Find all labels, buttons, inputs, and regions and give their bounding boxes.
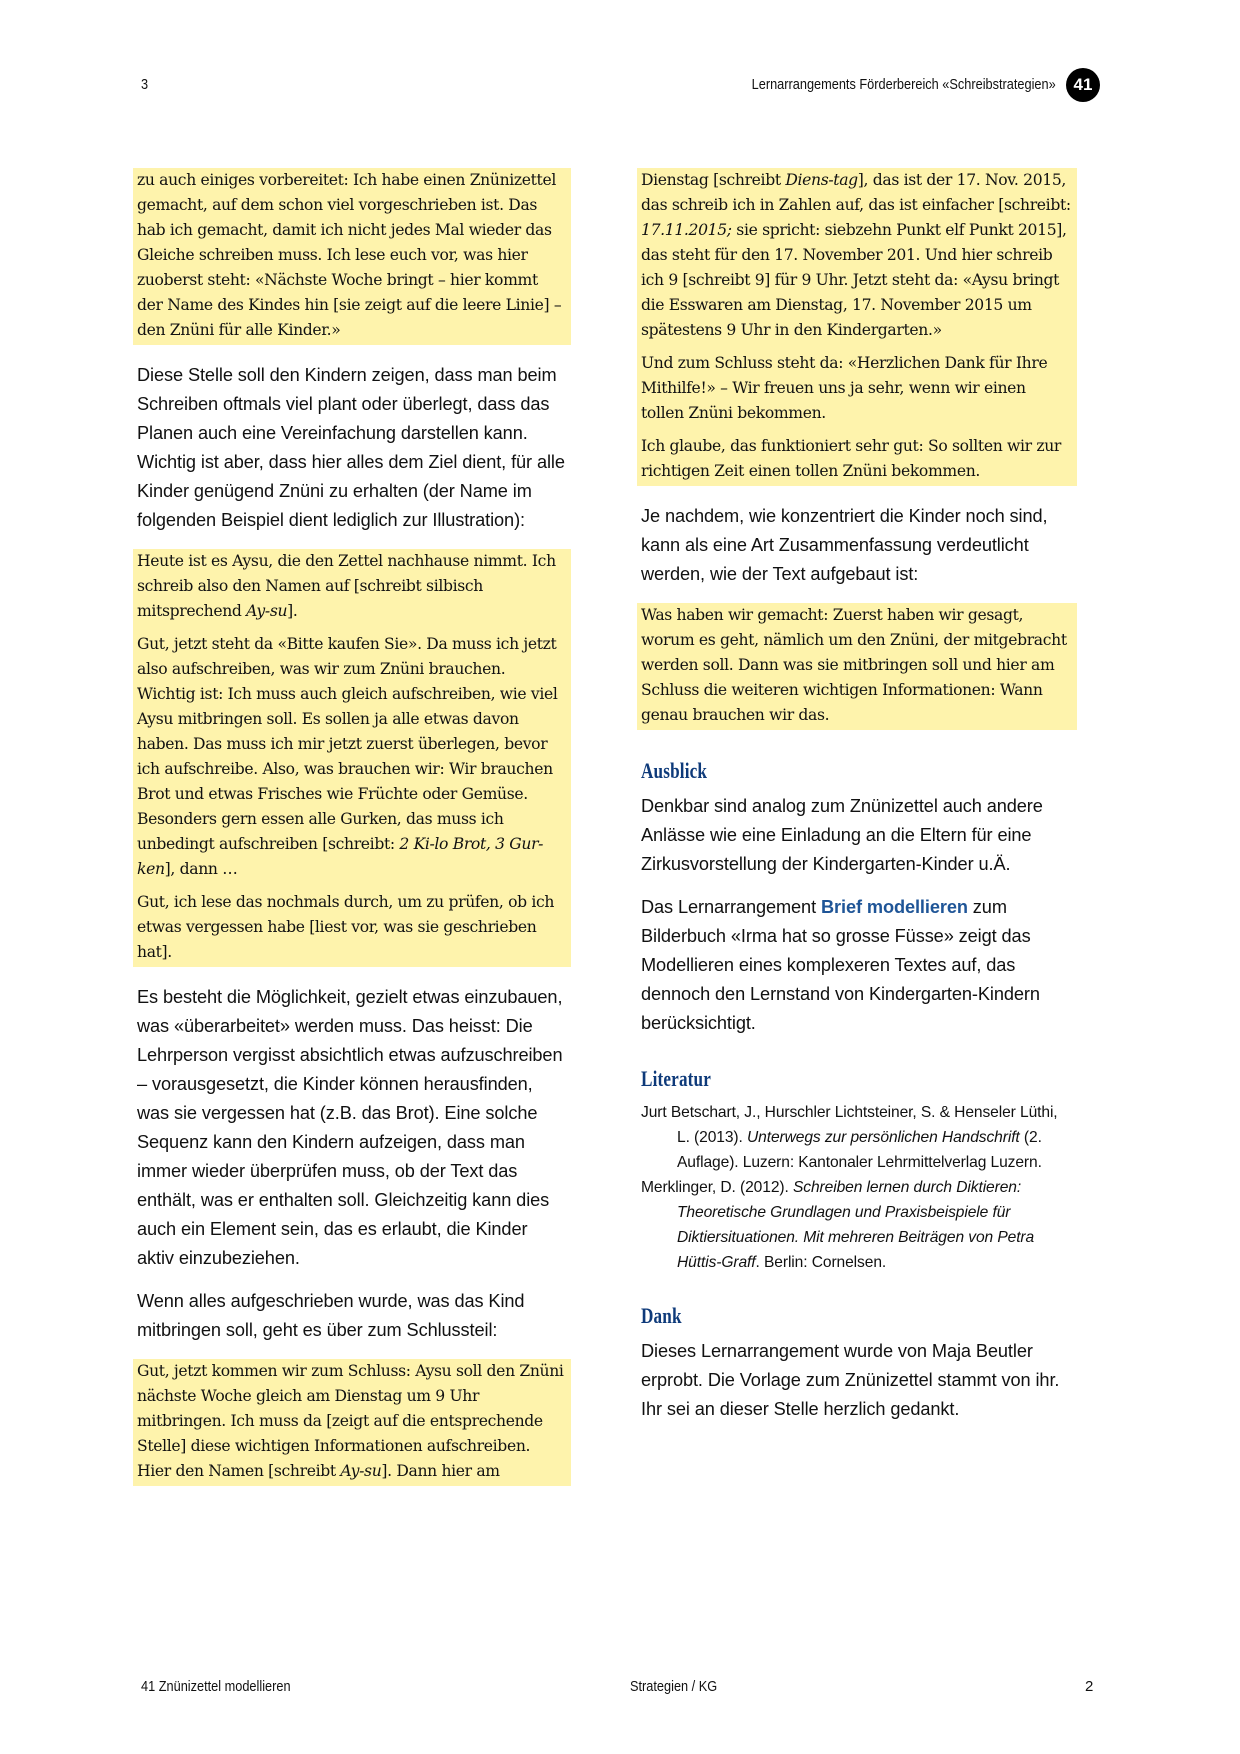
body-paragraph: Denkbar sind analog zum Znünizettel auch andere Anlässe wie eine Einladung an die Eltern für eine Zirkusvorstellung der Kindergarten-Kinder u.Ä.	[641, 796, 1043, 874]
quote-paragraph: Ich glaube, das funktioniert sehr gut: So sollten wir zur richtigen Zeit einen tollen Znüni bekommen.	[641, 437, 1062, 480]
quote-paragraph: Gut, jetzt kommen wir zum Schluss: Aysu soll den Znüni nächste Woche gleich am Dienstag um 9 Uhr mitbringen. Ich muss da [zeigt auf die entsprechende Stelle] diese wichtigen Informationen aufschreiben. Hier den Namen [schreibt Ay-su]. Dann hier am	[137, 1362, 564, 1480]
section-heading-ausblick: Ausblick	[641, 758, 708, 783]
quote-block	[133, 549, 571, 967]
footer-title: 41 Znünizettel modellieren	[141, 1678, 291, 1695]
quote-paragraph: Was haben wir gemacht: Zuerst haben wir gesagt, worum es geht, nämlich um den Znüni, der mitgebracht werden soll. Dann was sie mitbringen soll und hier am Schluss die weiteren wichtigen Informationen: Wann genau brauchen wir das.	[641, 606, 1067, 724]
chapter-badge: 41	[1066, 68, 1100, 102]
brief-modellieren-link[interactable]: Brief modellieren	[820, 897, 968, 917]
quote-paragraph: Und zum Schluss steht da: «Herzlichen Dank für Ihre Mithilfe!» – Wir freuen uns ja sehr, wenn wir einen tollen Znüni bekommen.	[641, 354, 1048, 422]
quote-paragraph: zu auch einiges vorbereitet: Ich habe einen Znünizettel gemacht, auf dem schon viel vorgeschrieben ist. Das hab ich gemacht, damit ich nicht jedes Mal wieder das Gleiche schreiben muss. Ich lese euch vor, was hier zuoberst steht: «Nächste Woche bringt – hier kommt der Name des Kindes hin [sie zeigt auf die leere Linie] – den Znüni für alle Kinder.»	[137, 171, 562, 339]
body-paragraph: Diese Stelle soll den Kindern zeigen, dass man beim Schreiben oftmals viel plant oder überlegt, dass das Planen auch eine Vereinfachung darstellen kann. Wichtig ist aber, dass hier alles dem Ziel dient, für alle Kinder genügend Znüni zu erhalten (der Name im folgenden Beispiel dient lediglich zur Illustration):	[137, 365, 565, 530]
quote-paragraph: Heute ist es Aysu, die den Zettel nachhause nimmt. Ich schreib also den Namen auf [schreibt silbisch mitsprechend Ay-su].	[137, 552, 556, 620]
section-heading-dank: Dank	[641, 1303, 682, 1328]
quote-paragraph: Gut, ich lese das nochmals durch, um zu prüfen, ob ich etwas vergessen habe [liest vor, was sie geschrieben hat].	[137, 893, 555, 961]
quote-block	[637, 168, 1077, 486]
quote-block	[133, 1359, 571, 1486]
reference-entry: Merklinger, D. (2012). Schreiben lernen durch Diktieren: Theoretische Grundlagen und Praxisbeispiele für Diktiersituationen. Mit mehreren Beiträgen von Petra Hüttis-Graff. Berlin: Cornelsen.	[641, 1179, 1035, 1271]
body-paragraph: Wenn alles aufgeschrieben wurde, was das Kind mitbringen soll, geht es über zum Schlussteil:	[137, 1291, 525, 1340]
header-title: Lernarrangements Förderbereich «Schreibstrategien»	[751, 76, 1056, 93]
body-paragraph: Das Lernarrangement Brief modellieren zum Bilderbuch «Irma hat so grosse Füsse» zeigt das Modellieren eines komplexeren Textes auf, das dennoch den Lernstand von Kindergarten-Kindern berücksichtigt.	[641, 897, 1040, 1033]
body-paragraph: Je nachdem, wie konzentriert die Kinder noch sind, kann als eine Art Zusammenfassung verdeutlicht werden, wie der Text aufgebaut ist:	[641, 506, 1048, 584]
left-column	[137, 168, 567, 1486]
right-column	[641, 168, 1073, 1438]
quote-paragraph: Gut, jetzt steht da «Bitte kaufen Sie». Da muss ich jetzt also aufschreiben, was wir zum Znüni brauchen. Wichtig ist: Ich muss auch gleich aufschreiben, wie viel Aysu mitbringen soll. Es sollen ja alle etwas davon haben. Das muss ich mir jetzt zuerst überlegen, bevor ich aufschreibe. Also, was brauchen wir: Wir brauchen Brot und etwas Frisches wie Früchte oder Gemüse. Besonders gern essen alle Gurken, das muss ich unbedingt aufschreiben [schreibt: 2 Ki-lo Brot, 3 Gur-ken], dann …	[137, 635, 558, 878]
quote-block	[637, 603, 1077, 730]
footer-category: Strategien / KG	[630, 1678, 718, 1695]
body-paragraph: Dieses Lernarrangement wurde von Maja Beutler erprobt. Die Vorlage zum Znünizettel stammt von ihr. Ihr sei an dieser Stelle herzlich gedankt.	[641, 1341, 1060, 1419]
footer-page-number: 2	[1085, 1678, 1094, 1695]
header-page-number: 3	[141, 76, 149, 93]
quote-paragraph: Dienstag [schreibt Diens-tag], das ist der 17. Nov. 2015, das schreib ich in Zahlen auf, das ist einfacher [schreibt: 17.11.2015; sie spricht: siebzehn Punkt elf Punkt 2015], das steht für den 17. November 201. Und hier schreib ich 9 [schreibt 9] für 9 Uhr. Jetzt steht da: «Aysu bringt die Esswaren am Dienstag, 17. November 2015 um spätestens 9 Uhr in den Kindergarten.»	[641, 171, 1071, 339]
body-paragraph: Es besteht die Möglichkeit, gezielt etwas einzubauen, was «überarbeitet» werden muss. Das heisst: Die Lehrperson vergisst absichtlich etwas aufzuschreiben – vorausgesetzt, die Kinder können herausfinden, was sie vergessen hat (z.B. das Brot). Eine solche Sequenz kann den Kindern aufzeigen, dass man immer wieder überprüfen muss, ob der Text das enthält, was er enthalten soll. Gleichzeitig kann dies auch ein Element sein, das es erlaubt, die Kinder aktiv einzubeziehen.	[137, 987, 563, 1268]
reference-entry: Jurt Betschart, J., Hurschler Lichtsteiner, S. & Henseler Lüthi, L. (2013). Unterwegs zur persönlichen Handschrift (2. Auflage). Luzern: Kantonaler Lehrmittelverlag Luzern.	[641, 1104, 1058, 1171]
section-heading-literatur: Literatur	[641, 1066, 712, 1091]
quote-block	[133, 168, 571, 345]
